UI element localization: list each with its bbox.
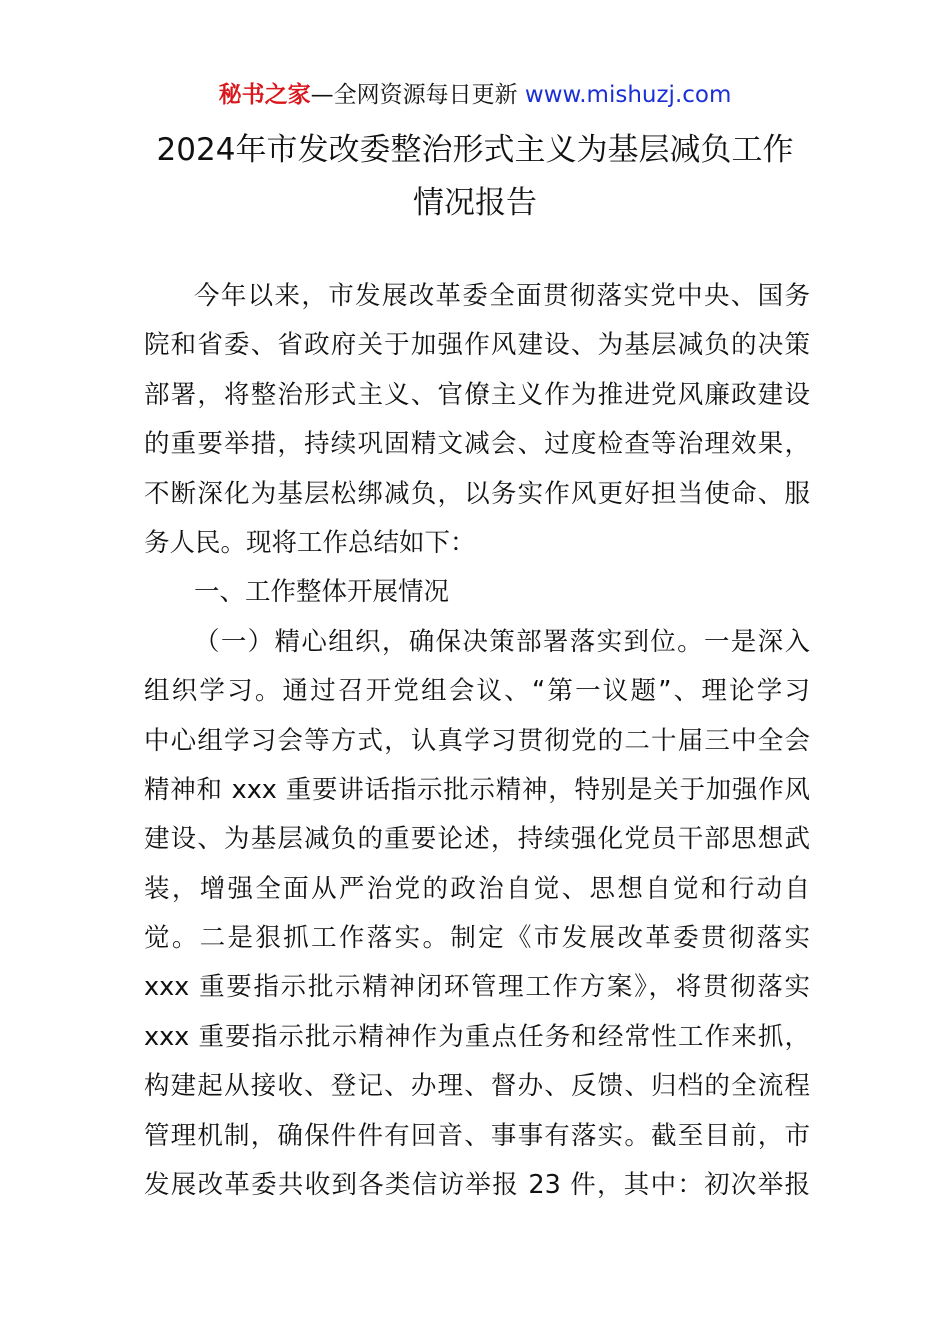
paragraph-line: 中心组学习会等方式，认真学习贯彻党的二十届三中全会 [144, 725, 810, 756]
paragraph-line: 务人民。现将工作总结如下： [144, 527, 476, 558]
paragraph-line: 组织学习。通过召开党组会议、“第一议题”、理论学习 [144, 676, 810, 707]
paragraph-line: 建设、为基层减负的重要论述，持续强化党员干部思想武 [144, 824, 810, 855]
site-header [0, 78, 950, 112]
paragraph-line: 管理机制，确保件件有回音、事事有落实。截至目前，市 [144, 1120, 810, 1151]
section-heading: 一、工作整体开展情况 [194, 577, 450, 608]
title-line-1: 2024年市发改委整治形式主义为基层减负工作 [156, 132, 794, 168]
paragraph-line: 构建起从接收、登记、办理、督办、反馈、归档的全流程 [144, 1071, 810, 1102]
paragraph-line: 不断深化为基层松绑减负，以务实作风更好担当使命、服 [144, 478, 810, 509]
paragraph-line: 精神和 xxx 重要讲话指示批示精神，特别是关于加强作风 [144, 774, 810, 805]
site-brand: 秘书之家 [218, 82, 311, 108]
document-body [144, 272, 810, 1210]
paragraph-line: 部署，将整治形式主义、官僚主义作为推进党风廉政建设 [144, 379, 810, 410]
paragraph-line: 今年以来，市发展改革委全面贯彻落实党中央、国务 [194, 281, 810, 311]
site-url-link[interactable]: www.mishuzj.com [524, 82, 732, 108]
paragraph-line: 装，增强全面从严治党的政治自觉、思想自觉和行动自 [144, 873, 810, 904]
site-tagline: —全网资源每日更新 [310, 82, 525, 108]
paragraph-line: 院和省委、省政府关于加强作风建设、为基层减负的决策 [144, 330, 810, 361]
paragraph-line: 发展改革委共收到各类信访举报 23 件，其中：初次举报 [144, 1170, 810, 1201]
paragraph-line: 的重要举措，持续巩固精文减会、过度检查等治理效果， [144, 429, 810, 460]
paragraph-line: 觉。二是狠抓工作落实。制定《市发展改革委贯彻落实 [144, 923, 810, 954]
document-title [100, 124, 850, 230]
paragraph-line: （一）精心组织，确保决策部署落实到位。一是深入 [194, 626, 810, 657]
paragraph-line: xxx 重要指示批示精神闭环管理工作方案》，将贯彻落实 [144, 972, 810, 1003]
title-line-2: 情况报告 [413, 185, 537, 221]
paragraph-line: xxx 重要指示批示精神作为重点任务和经常性工作来抓， [144, 1021, 810, 1052]
